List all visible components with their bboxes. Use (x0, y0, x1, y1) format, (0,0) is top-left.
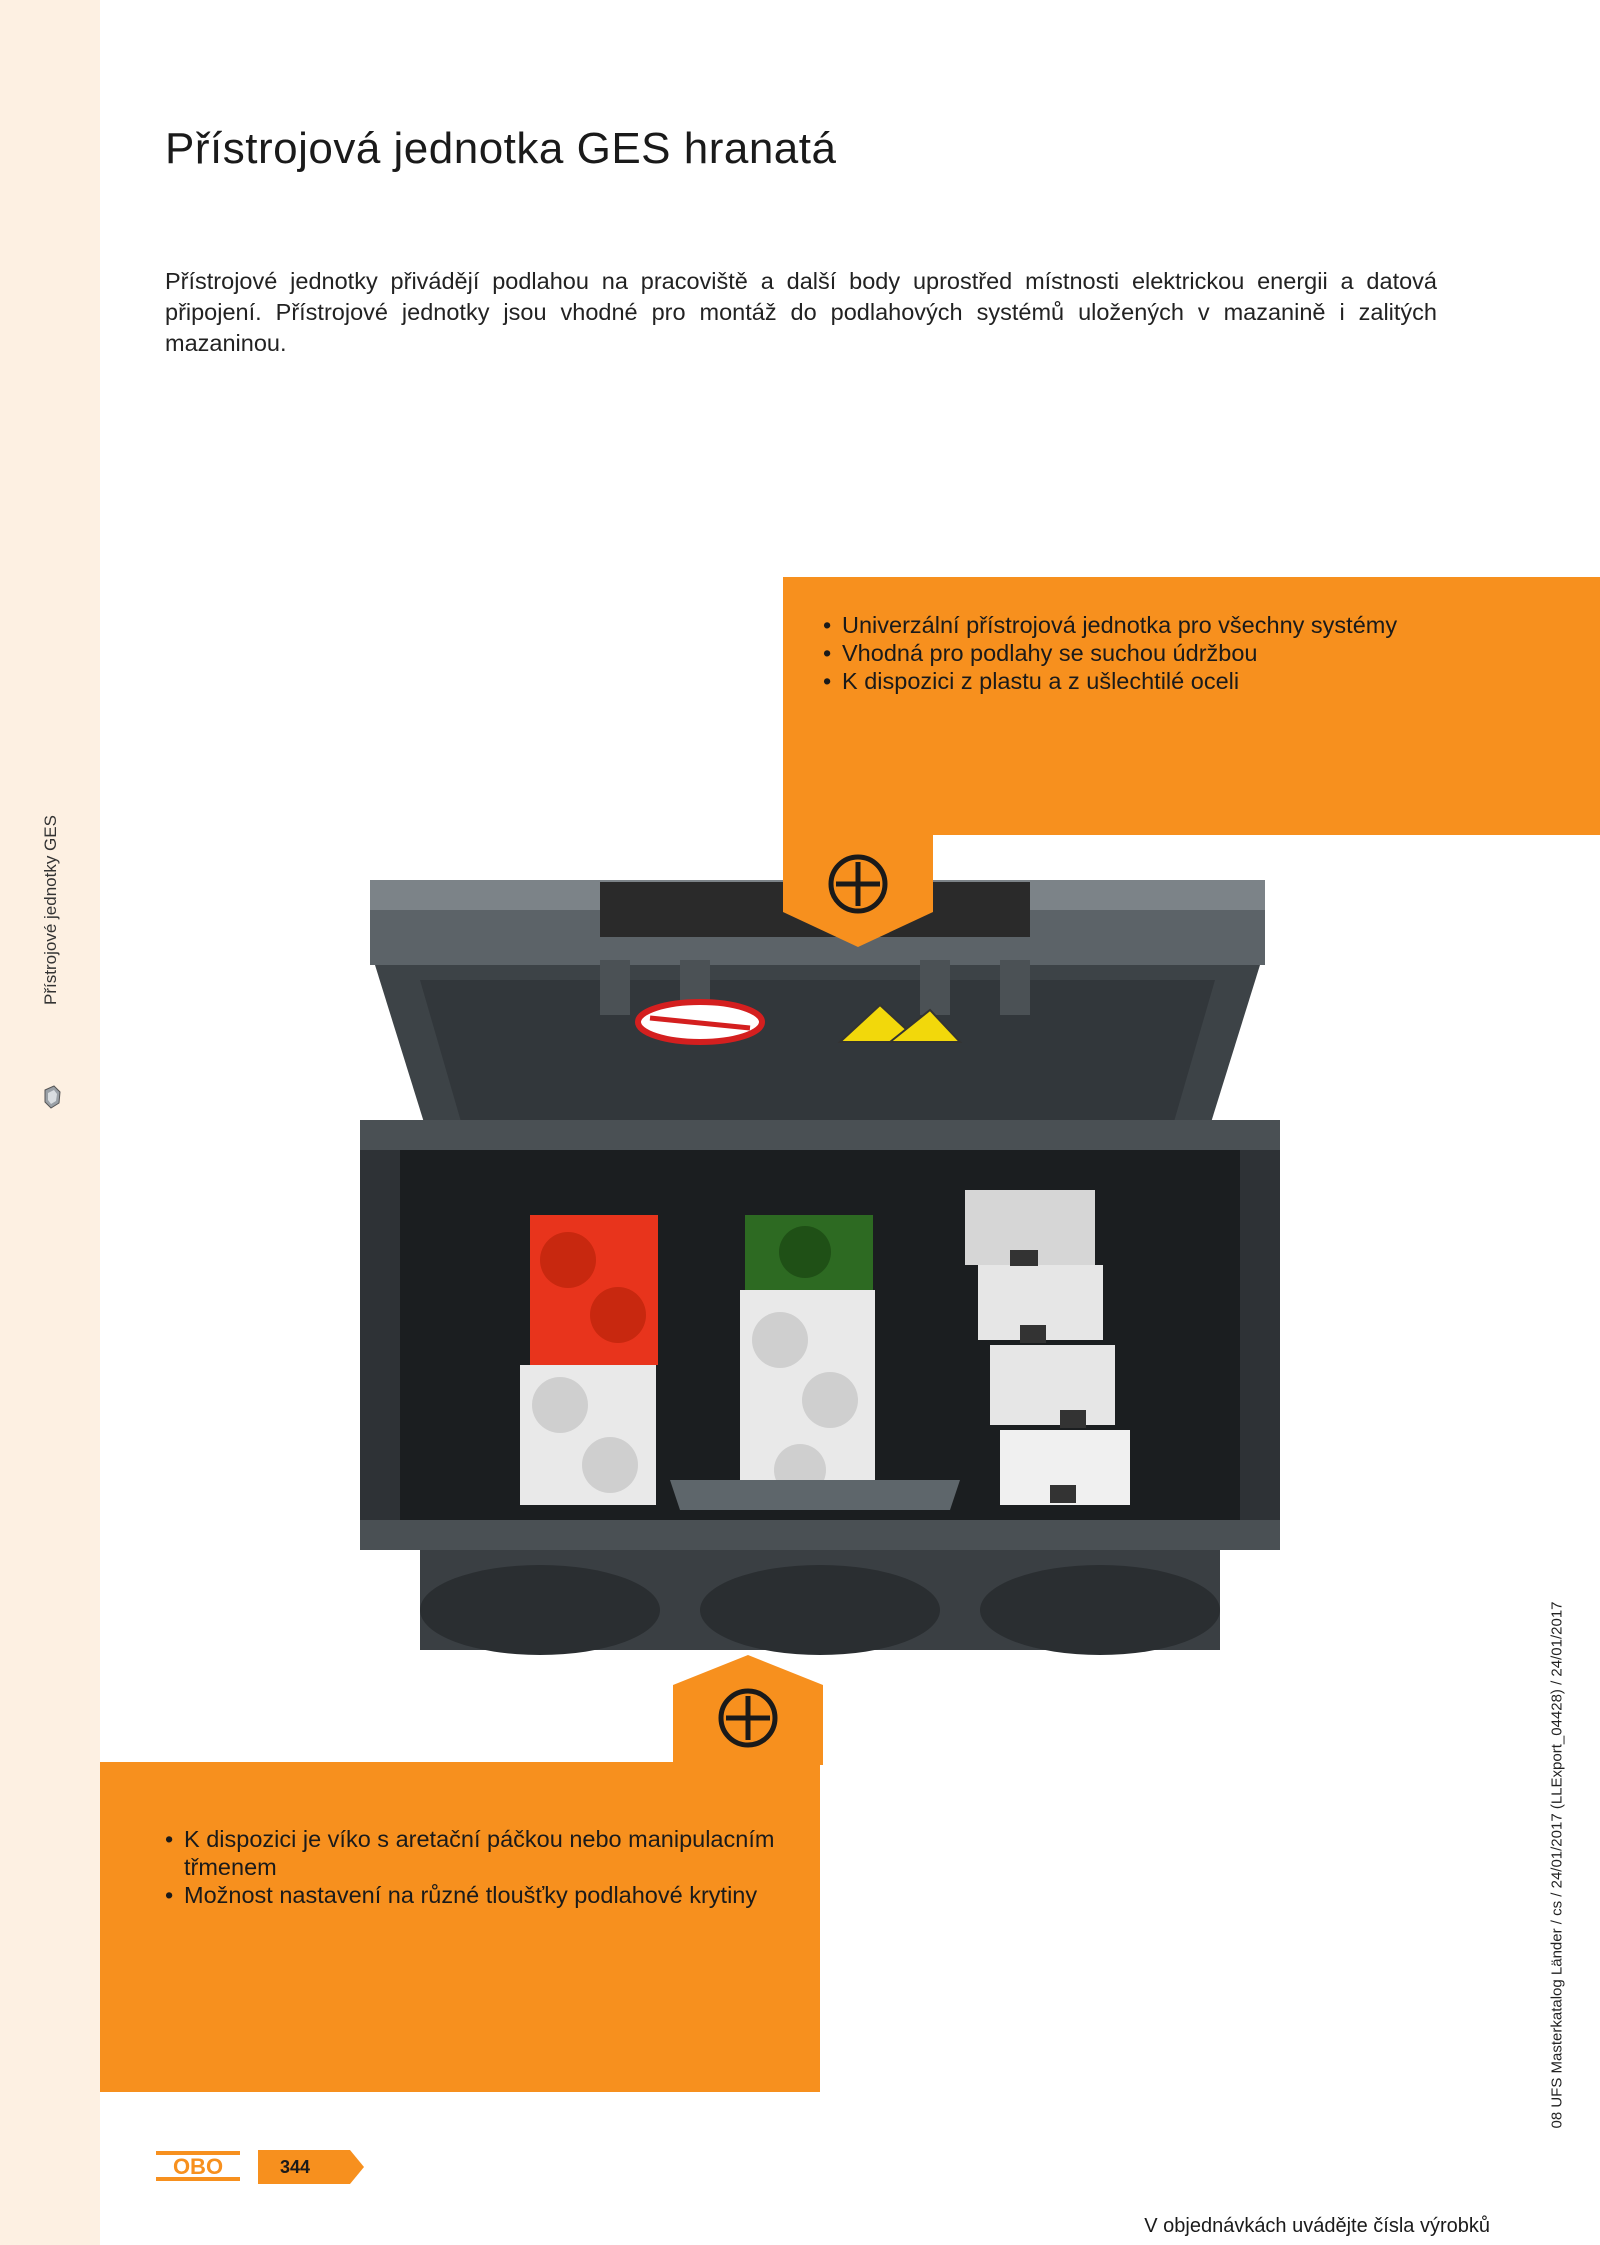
feature-list-bottom (165, 1825, 795, 1909)
obo-logo (155, 2150, 241, 2182)
feature-item: • K dispozici z plastu a z ušlechtilé oceli (823, 667, 1413, 695)
plus-circle-icon (673, 1655, 823, 1765)
feature-box-bottom (100, 1762, 820, 2092)
sidebar-section-label: Přístrojové jednotky GES (41, 815, 60, 1005)
feature-item: • K dispozici je víko s aretační páčkou nebo manipulacním třmenem (165, 1825, 795, 1881)
page-title: Přístrojová jednotka GES hranatá (165, 124, 837, 173)
page-number: 344 (280, 2157, 311, 2177)
feature-item: • Vhodná pro podlahy se suchou údržbou (823, 639, 1413, 667)
intro-paragraph: Přístrojové jednotky přivádějí podlahou na pracoviště a další body uprostřed místnosti elektrickou energii a datová připojení. Přístrojové jednotky jsou vhodné pro montáž do podlahových systémů uložených v mazanině i zalitých mazaninou. (165, 268, 1437, 356)
floor-socket-icon (42, 1083, 62, 1111)
feature-list-top (823, 611, 1413, 695)
page-number-tab (258, 2150, 364, 2184)
product-image (360, 870, 1280, 1690)
catalog-meta: 08 UFS Masterkatalog Länder / cs / 24/01/2017 (LLExport_04428) / 24/01/2017 (1548, 1601, 1566, 2129)
feature-item: • Možnost nastavení na různé tloušťky podlahové krytiny (165, 1881, 795, 1909)
footer-note: V objednávkách uvádějte čísla výrobků (1144, 2215, 1490, 2237)
sidebar-stripe (0, 0, 100, 2245)
plus-circle-icon (783, 832, 933, 947)
logo-text: OBO (172, 2154, 224, 2179)
feature-item: • Univerzální přístrojová jednotka pro všechny systémy (823, 611, 1413, 639)
